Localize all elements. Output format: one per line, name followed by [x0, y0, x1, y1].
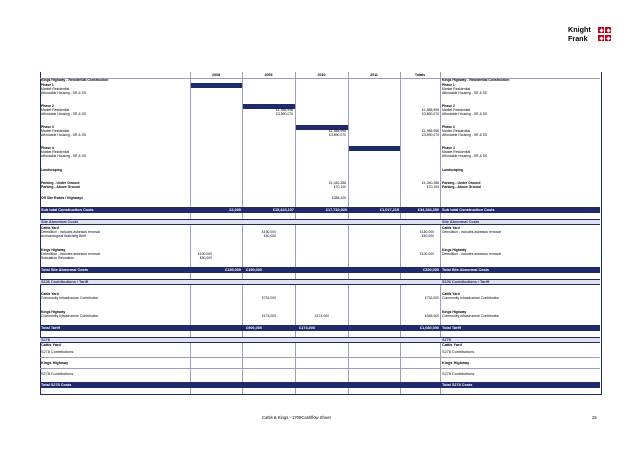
section-title-right: S278 — [442, 338, 451, 342]
row-label: Market Residential — [442, 108, 471, 112]
row-label: Affordable Housing - SR & SS — [41, 112, 87, 116]
row-label: Affordable Housing - SR & SS — [442, 112, 488, 116]
row-label: Market Residential — [442, 150, 471, 154]
logo-line-1: Knight — [568, 25, 591, 34]
section-header-s106 — [40, 279, 600, 285]
phase-label: Phase 1 — [41, 83, 54, 87]
cell-value: £348,000 — [424, 314, 439, 318]
site-label: Kings Highway — [41, 310, 66, 314]
total-2009: £190,000 — [246, 268, 262, 272]
total-abnormal-row — [40, 267, 600, 273]
site-label: Cattis Yard — [442, 343, 462, 347]
phase-label: Phase 1 — [442, 83, 455, 87]
section-title-right: S106 Contributions / Tariff — [442, 280, 490, 284]
row-label: Substation Relocation — [41, 256, 74, 260]
row-divider — [40, 368, 600, 369]
subtotal-construction-row — [40, 207, 600, 213]
row-label: Parking - Above Ground — [41, 185, 80, 189]
cell-value: £100,000 — [197, 252, 212, 256]
total-2009: £906,000 — [246, 326, 262, 330]
cell-value: £1,985,998 — [276, 108, 293, 112]
column-divider — [440, 72, 441, 394]
cell-value: £732,000 — [261, 296, 276, 300]
phase-label: Phase 2 — [442, 104, 455, 108]
phase-4-timeline-bar — [349, 146, 400, 151]
site-label: Kings Highway — [442, 361, 470, 365]
cell-value: £1,985,998 — [422, 108, 439, 112]
total-2010: £174,000 — [299, 326, 315, 330]
row-label: Demolition - includes asbestos removal — [442, 252, 501, 256]
row-label: Affordable Housing - SR & SS — [442, 133, 488, 137]
row-label: Market Residential — [41, 129, 70, 133]
total-tariff-row — [40, 325, 600, 331]
phase-label: Phase 4 — [41, 146, 54, 150]
row-label: Landscaping — [442, 168, 463, 172]
section-title-right: Site Abnormal Costs — [442, 220, 480, 224]
row-label: Market Residential — [41, 150, 70, 154]
row-label: Community Infrastructure Contribution — [442, 296, 500, 300]
row-label: Affordable Housing - SR & SS — [442, 91, 488, 95]
site-label: Kings Highway — [442, 310, 467, 314]
year-header: 2008 — [212, 73, 220, 77]
row-label: Demolition - includes asbestos removal — [41, 252, 100, 256]
phase-label: Phase 4 — [442, 146, 455, 150]
site-label: Cattis Yard — [41, 226, 59, 230]
row-label: Market Residential — [41, 108, 70, 112]
row-label: Parking - Above Ground — [442, 185, 481, 189]
cell-value: £3,890,070 — [422, 112, 439, 116]
phase-label: Phase 3 — [41, 125, 54, 129]
cell-value: £150,000 — [261, 230, 276, 234]
row-label: Affordable Housing - SR & SS — [442, 154, 488, 158]
row-label: Landscaping — [41, 168, 62, 172]
phase-label: Phase 2 — [41, 104, 54, 108]
column-divider — [190, 72, 191, 394]
row-label: Community Infrastructure Contribution — [442, 314, 500, 318]
phase-label: Phase 3 — [442, 125, 455, 129]
subtotal-2011: £1,017,215 — [379, 208, 399, 212]
column-divider — [295, 72, 296, 394]
logo-line-2: Frank — [568, 34, 588, 43]
page-number: 25 — [592, 415, 597, 420]
total-label: Total S278 Costs — [41, 383, 72, 387]
row-label: Affordable Housing - SR & SS — [41, 91, 87, 95]
row-label: Market Residential — [442, 87, 471, 91]
cell-value: £150,000 — [419, 230, 434, 234]
row-label: Archaeological Watching Brief — [41, 234, 87, 238]
subtotal-2009: £15,423,107 — [272, 208, 294, 212]
cell-value: £70,100 — [426, 185, 439, 189]
cell-value: £174,000 — [261, 314, 276, 318]
project-title: Kings Highway - Residential Construction — [442, 78, 510, 82]
totals-header: Totals — [414, 73, 426, 77]
row-label: Off Site Roads / Highways — [41, 196, 84, 200]
logo-mark-icon — [605, 27, 611, 33]
year-header: 2011 — [370, 73, 378, 77]
section-title: Site Abnormal Costs — [41, 220, 79, 224]
site-label: Kings Highway — [41, 361, 69, 365]
total-s278-row — [40, 382, 600, 388]
section-title: S278 — [41, 338, 50, 342]
subtotal-label: Sub total Construction Costs — [41, 208, 94, 212]
total-label-right: Total S278 Costs — [442, 383, 473, 387]
year-header: 2009 — [264, 73, 273, 77]
row-label: Community Infrastructure Contribution — [41, 314, 99, 318]
subtotal-2008: £2,000 — [229, 208, 241, 212]
footer-text: Cattis & Kings - 1709Cashflow Sheet — [262, 415, 331, 420]
cell-value: £174,000 — [314, 314, 329, 318]
site-label: Cattis Yard — [41, 343, 61, 347]
total-total: £1,080,000 — [419, 326, 439, 330]
row-label: Parking - Under Ground — [41, 181, 80, 185]
cell-value: £356,425 — [331, 196, 346, 200]
subtotal-total: £34,184,350 — [417, 208, 439, 212]
row-label: Demolition - includes asbestos removal — [442, 230, 501, 234]
cell-value: £1,985,998 — [329, 129, 346, 133]
site-label: Kings Highway — [41, 248, 66, 252]
total-2008: £130,000 — [225, 268, 241, 272]
knight-frank-logo — [568, 26, 618, 52]
cell-value: £70,100 — [333, 185, 346, 189]
site-label: Cattis Yard — [442, 226, 460, 230]
site-label: Cattis Yard — [41, 292, 59, 296]
total-label: Total Tariff — [41, 326, 61, 330]
row-label: S278 Contributions — [41, 372, 74, 376]
cell-value: £40,000 — [421, 234, 434, 238]
row-label: S278 Contributions — [442, 350, 475, 354]
cell-value: £30,000 — [199, 256, 212, 260]
subtotal-2010: £17,732,020 — [325, 208, 347, 212]
section-header-abnormal — [40, 219, 600, 225]
total-label-right: Total Tariff — [442, 326, 462, 330]
row-label: Community Infrastructure Contribution — [41, 296, 99, 300]
cell-value: £3,890,070 — [276, 112, 293, 116]
row-label: S278 Contributions — [41, 350, 74, 354]
row-label: Parking - Under Ground — [442, 181, 481, 185]
header-divider — [40, 78, 600, 79]
row-label: Affordable Housing - SR & SS — [41, 133, 87, 137]
logo-mark-icon — [598, 27, 604, 33]
row-label: Market Residential — [442, 129, 471, 133]
cell-value: £3,890,070 — [422, 133, 439, 137]
row-label: Affordable Housing - SR & SS — [41, 154, 87, 158]
year-header: 2010 — [317, 73, 326, 77]
site-label: Cattis Yard — [442, 292, 460, 296]
cell-value: £1,985,998 — [422, 129, 439, 133]
cell-value: £3,890,070 — [329, 133, 346, 137]
cell-value: £100,000 — [419, 252, 434, 256]
project-title: Kings Highway - Residential Construction — [41, 78, 109, 82]
row-divider — [40, 357, 600, 358]
logo-mark-icon — [598, 35, 604, 41]
column-divider — [348, 72, 349, 394]
row-label: S278 Contributions — [442, 372, 475, 376]
total-label-right: Total Site Abnormal Costs — [442, 268, 490, 272]
site-label: Kings Highway — [442, 248, 467, 252]
total-total: £320,000 — [423, 268, 439, 272]
cell-value: £732,000 — [424, 296, 439, 300]
cashflow-sheet — [40, 72, 602, 395]
section-header-s278 — [40, 337, 600, 343]
subtotal-label-right: Sub total Construction Costs — [442, 208, 495, 212]
row-label: Demolition - includes asbestos removal — [41, 230, 100, 234]
total-label: Total Site Abnormal Costs — [41, 268, 89, 272]
phase-1-timeline-bar — [191, 83, 242, 88]
cell-value: £1,040,288 — [422, 181, 439, 185]
row-label: Market Residential — [41, 87, 70, 91]
cell-value: £40,000 — [263, 234, 276, 238]
logo-mark-icon — [605, 35, 611, 41]
section-title: S106 Contributions / Tariff — [41, 280, 89, 284]
cell-value: £1,040,288 — [329, 181, 346, 185]
